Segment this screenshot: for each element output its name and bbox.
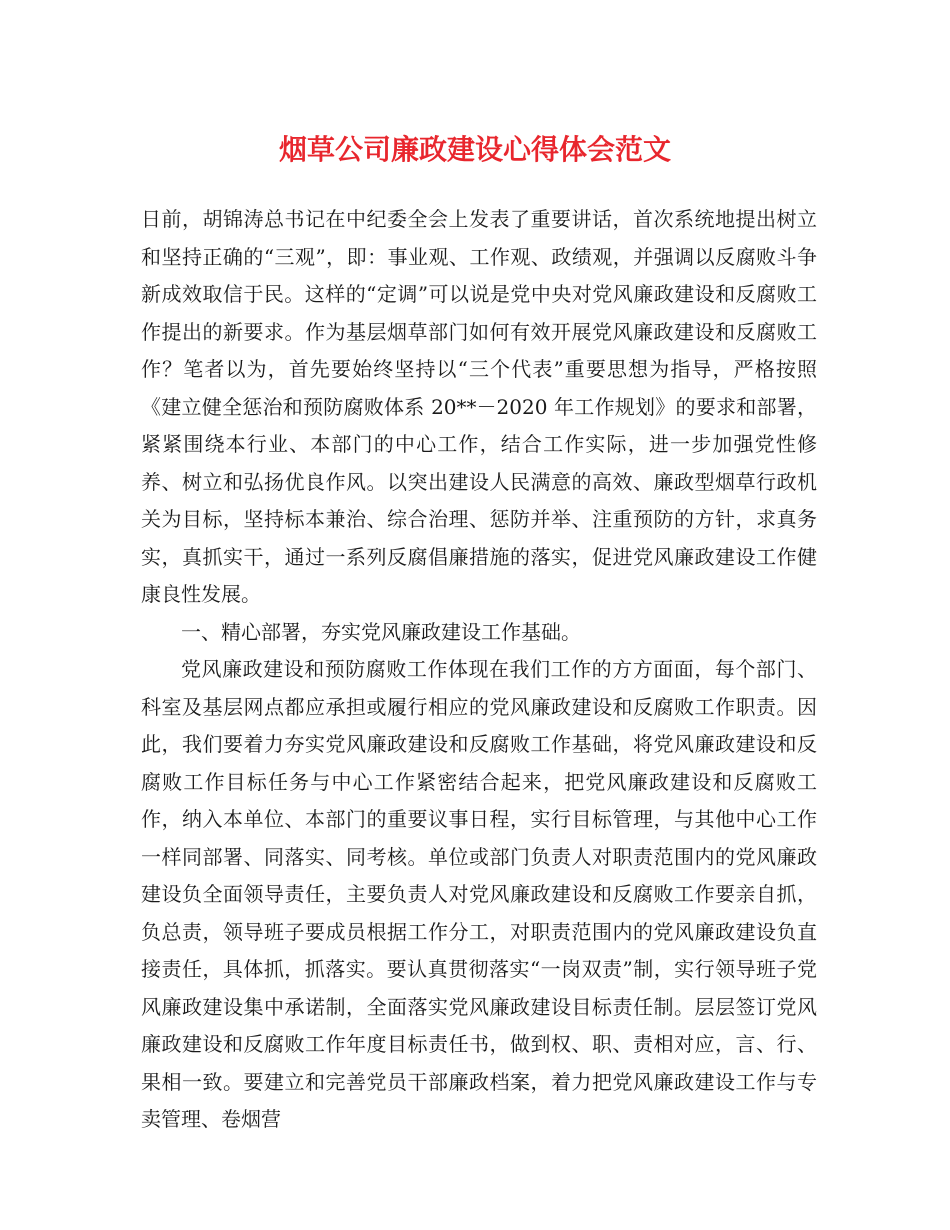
- document-title: 烟草公司廉政建设心得体会范文: [278, 133, 671, 166]
- document-body: [141, 201, 817, 1139]
- paragraph-section-1: 党风廉政建设和预防腐败工作体现在我们工作的方方面面，每个部门、科室及基层网点都应承担或履行相应的党风廉政建设和反腐败工作职责。因此，我们要着力夯实党风廉政建设和反腐败工作基础，将党风廉政建设和反腐败工作目标任务与中心工作紧密结合起来，把党风廉政建设和反腐败工作，纳入本单位、本部门的重要议事日程，实行目标管理，与其他中心工作一样同部署、同落实、同考核。单位或部门负责人对职责范围内的党风廉政建设负全面领导责任，主要负责人对党风廉政建设和反腐败工作要亲自抓，负总责，领导班子要成员根据工作分工，对职责范围内的党风廉政建设负直接责任，具体抓，抓落实。要认真贯彻落实“一岗双责”制，实行领导班子党风廉政建设集中承诺制，全面落实党风廉政建设目标责任制。层层签订党风廉政建设和反腐败工作年度目标责任书，做到权、职、责相对应，言、行、果相一致。要建立和完善党员干部廉政档案，着力把党风廉政建设工作与专卖管理、卷烟营: [141, 657, 817, 1131]
- section-heading-1: 一、精心部署，夯实党风廉政建设工作基础。: [181, 619, 581, 644]
- paragraph-intro: 日前，胡锦涛总书记在中纪委全会上发表了重要讲话，首次系统地提出树立和坚持正确的“三观”，即：事业观、工作观、政绩观，并强调以反腐败斗争新成效取信于民。这样的“定调”可以说是党中央对党风廉政建设和反腐败工作提出的新要求。作为基层烟草部门如何有效开展党风廉政建设和反腐败工作？笔者以为，首先要始终坚持以“三个代表”重要思想为指导，严格按照《建立健全惩治和预防腐败体系 20**－2020 年工作规划》的要求和部署，紧紧围绕本行业、本部门的中心工作，结合工作实际，进一步加强党性修养、树立和弘扬优良作风。以突出建设人民满意的高效、廉政型烟草行政机关为目标，坚持标本兼治、综合治理、惩防并举、注重预防的方针，求真务实，真抓实干，通过一系列反腐倡廉措施的落实，促进党风廉政建设工作健康良性发展。: [141, 207, 817, 606]
